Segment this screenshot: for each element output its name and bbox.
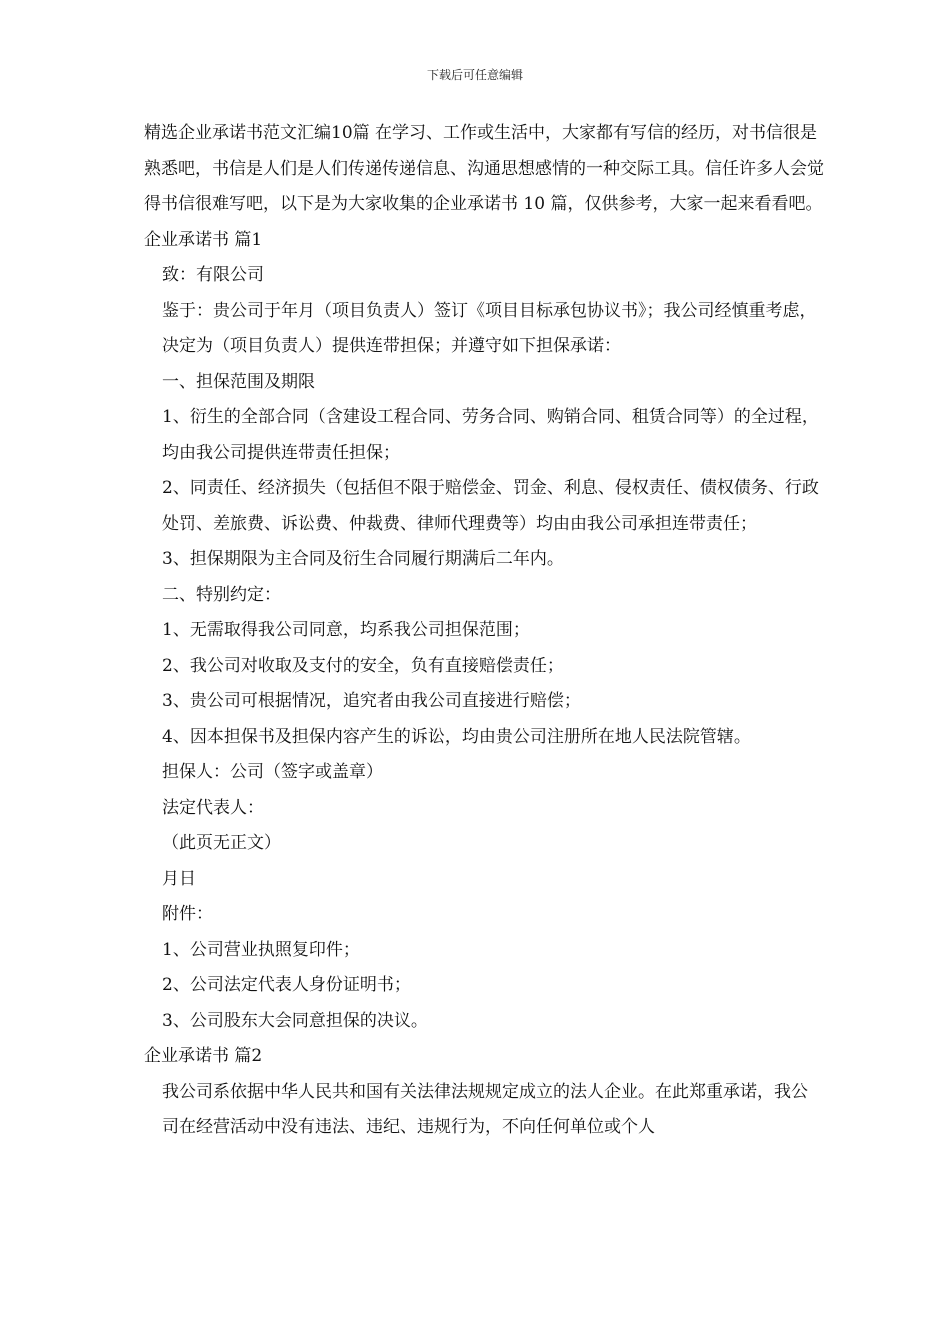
whereas-paragraph: 鉴于：贵公司于年月（项目负责人）签订《项目目标承包协议书》；我公司经慎重考虑，决定为（项目负责人）提供连带担保；并遵守如下担保承诺：	[162, 300, 817, 356]
attachment-item-2: 2、公司法定代表人身份证明书；	[162, 975, 411, 995]
addressee: 致：有限公司	[162, 265, 264, 285]
section-2-paragraph: 我公司系依据中华人民共和国有关法律法规规定成立的法人企业。在此郑重承诺，我公司在经营活动中没有违法、违纪、违规行为，不向任何单位或个人	[162, 1081, 808, 1137]
scope-item-3: 3、担保期限为主合同及衍生合同履行期满后二年内。	[162, 549, 564, 569]
special-item-2: 2、我公司对收取及支付的安全，负有直接赔偿责任；	[162, 655, 564, 676]
date-line: 月日	[162, 868, 196, 889]
special-item-1: 1、无需取得我公司同意，均系我公司担保范围；	[162, 620, 530, 640]
section-heading-special: 二、特别约定：	[162, 584, 281, 605]
attachment-item-3: 3、公司股东大会同意担保的决议。	[162, 1010, 428, 1031]
special-item-3: 3、贵公司可根据情况，追究者由我公司直接进行赔偿；	[162, 691, 581, 711]
scope-item-2: 2、同责任、经济损失（包括但不限于赔偿金、罚金、利息、侵权责任、债权债务、行政处罚、差旅费、诉讼费、仲裁费、律师代理费等）均由由我公司承担连带责任；	[162, 478, 819, 534]
header-note: 下载后可任意编辑	[426, 68, 523, 82]
guarantor-line: 担保人：公司（签字或盖章）	[162, 762, 383, 782]
intro-paragraph: 精选企业承诺书范文汇编10篇 在学习、工作或生活中，大家都有写信的经历，对书信很是熟悉吧，书信是人们是人们传递传递信息、沟通思想感情的一种交际工具。信任许多人会觉得书信很难写吧，以下是为大家收集的企业承诺书 10 篇，仅供参考，大家一起来看看吧。企业承诺书 篇1	[144, 123, 824, 250]
special-item-4: 4、因本担保书及担保内容产生的诉讼，均由贵公司注册所在地人民法院管辖。	[162, 726, 751, 747]
no-body-note: （此页无正文）	[162, 833, 281, 853]
document-body	[144, 116, 824, 1146]
section-title-2: 企业承诺书 篇2	[144, 1046, 263, 1066]
attachment-item-1: 1、公司营业执照复印件；	[162, 939, 360, 960]
page-header	[0, 66, 950, 83]
attachments-heading: 附件：	[162, 904, 213, 924]
scope-item-1: 1、衍生的全部合同（含建设工程合同、劳务合同、购销合同、租赁合同等）的全过程，均由我公司提供连带责任担保；	[162, 407, 819, 463]
legal-rep-line: 法定代表人：	[162, 797, 264, 818]
section-heading-scope: 一、担保范围及期限	[162, 371, 315, 392]
